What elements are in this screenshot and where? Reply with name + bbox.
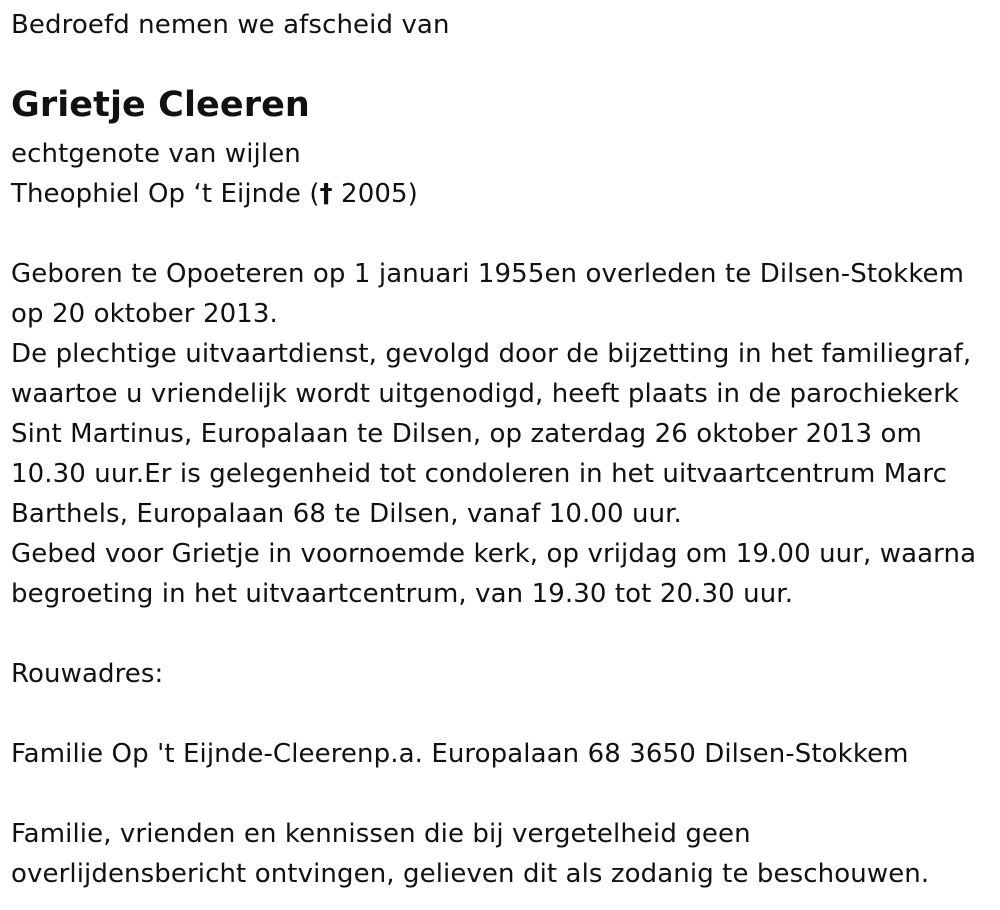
spouse-name: Theophiel Op ‘t Eijnde ( — [11, 179, 320, 209]
body-line-2: op 20 oktober 2013. — [11, 299, 278, 329]
address-label: Rouwadres: — [11, 659, 164, 689]
spouse-death-year: 2005) — [332, 179, 418, 209]
body-line-8: Gebed voor Grietje in voornoemde kerk, op vrijdag om 19.00 uur, waarna — [11, 539, 977, 569]
intro-text: Bedroefd nemen we afscheid van — [11, 10, 450, 40]
body-line-5: Sint Martinus, Europalaan te Dilsen, op zaterdag 26 oktober 2013 om — [11, 419, 922, 449]
body-line-7: Barthels, Europalaan 68 te Dilsen, vanaf 10.00 uur. — [11, 499, 682, 529]
cross-icon: † — [319, 179, 333, 209]
relation-text: echtgenote van wijlen — [11, 139, 301, 169]
address-line: Familie Op 't Eijnde-Cleerenp.a. Europalaan 68 3650 Dilsen-Stokkem — [11, 739, 909, 769]
deceased-name: Grietje Cleeren — [11, 85, 310, 125]
body-line-3: De plechtige uitvaartdienst, gevolgd door de bijzetting in het familiegraf, — [11, 339, 972, 369]
body-line-4: waartoe u vriendelijk wordt uitgenodigd, heeft plaats in de parochiekerk — [11, 379, 960, 409]
closing-line-1: Familie, vrienden en kennissen die bij vergetelheid geen — [11, 819, 751, 849]
body-line-6: 10.30 uur.Er is gelegenheid tot condoleren in het uitvaartcentrum Marc — [11, 459, 947, 489]
body-line-1: Geboren te Opoeteren op 1 januari 1955en overleden te Dilsen-Stokkem — [11, 259, 965, 289]
closing-line-2: overlijdensbericht ontvingen, gelieven dit als zodanig te beschouwen. — [11, 859, 930, 889]
spouse-line — [11, 174, 418, 214]
body-line-9: begroeting in het uitvaartcentrum, van 19.30 tot 20.30 uur. — [11, 579, 794, 609]
